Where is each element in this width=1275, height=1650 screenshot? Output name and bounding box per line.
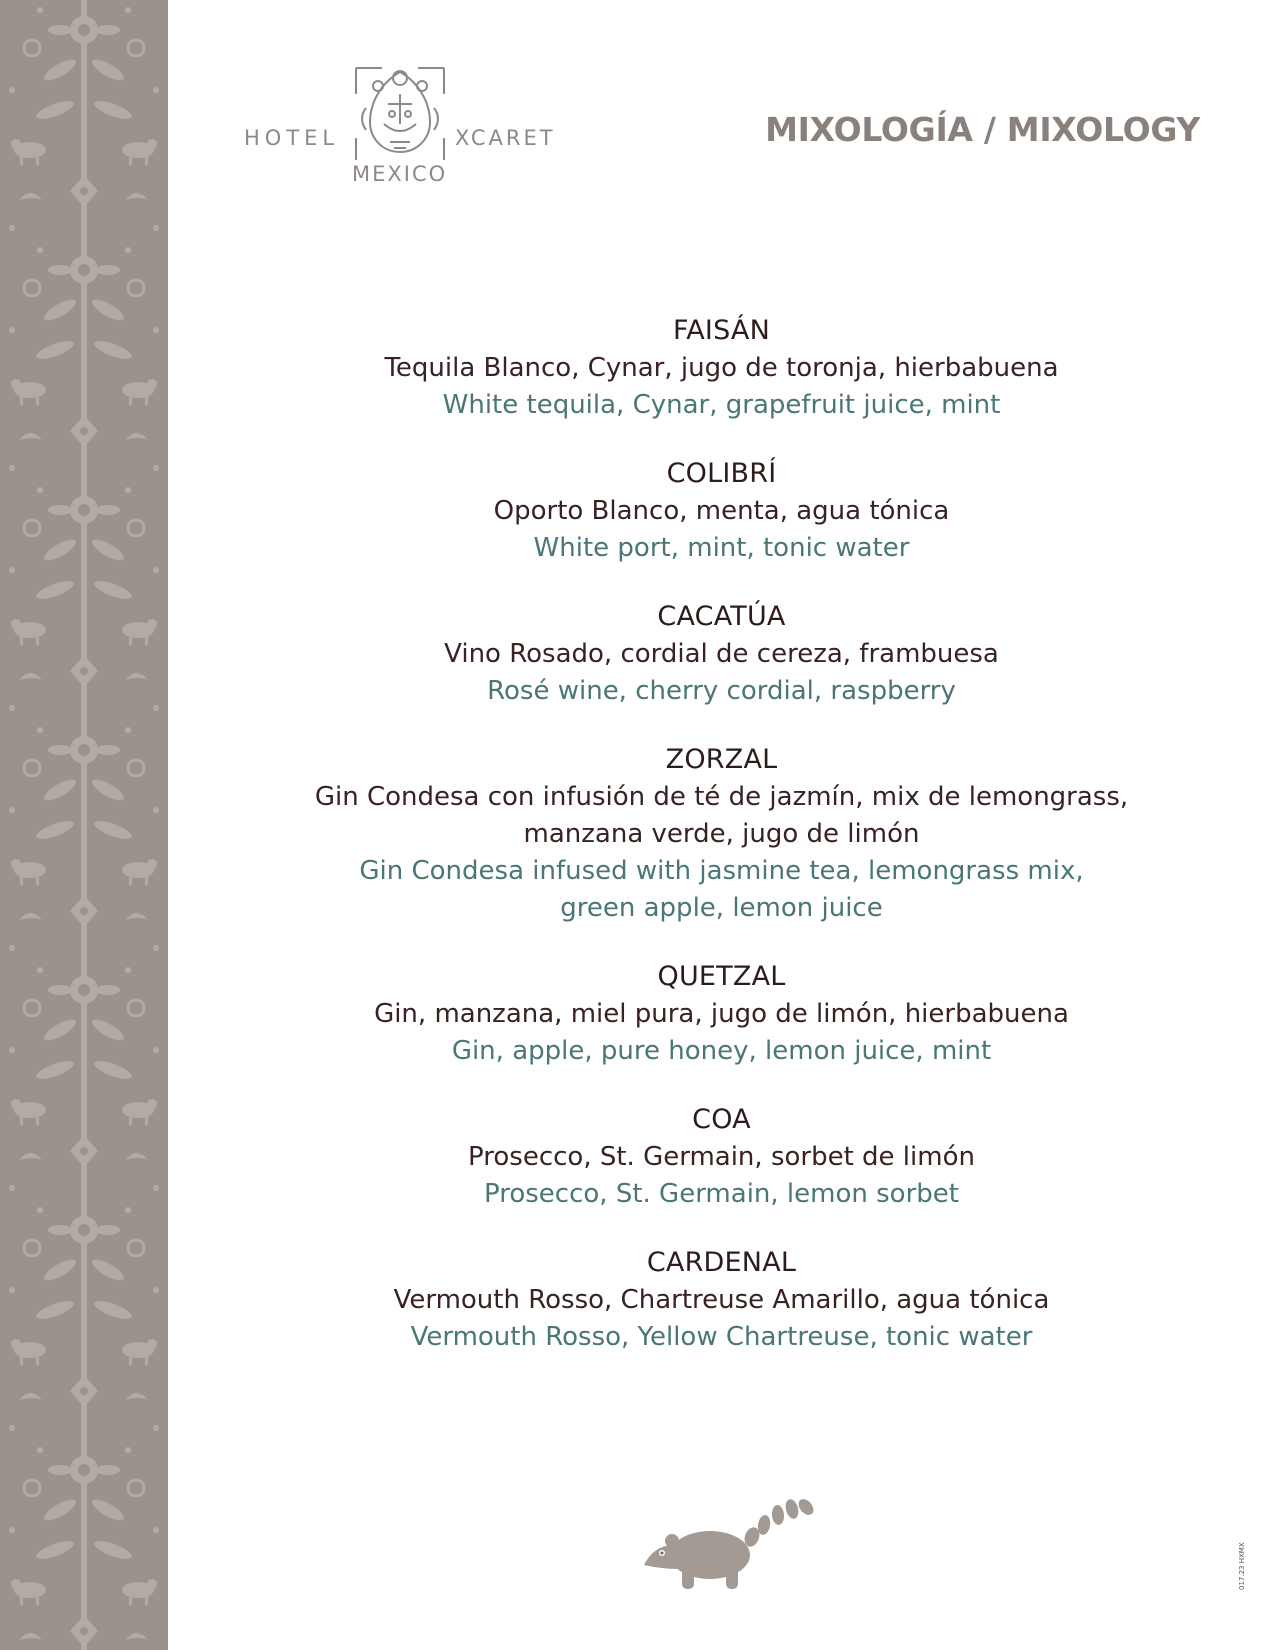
xcaret-emblem-icon — [348, 64, 452, 164]
cocktail-description-en: Prosecco, St. Germain, lemon sorbet — [484, 1179, 959, 1209]
menu-item — [168, 741, 1275, 927]
cocktail-name: COA — [692, 1104, 751, 1135]
cocktail-description-en: Gin, apple, pure honey, lemon juice, mint — [451, 1036, 992, 1066]
cocktail-description-es: Vino Rosado, cordial de cereza, frambuesa — [444, 639, 999, 669]
menu-item — [168, 1244, 1275, 1356]
logo-word-mexico: MEXICO — [352, 162, 448, 186]
cocktail-description-es: Tequila Blanco, Cynar, jugo de toronja, hierbabuena — [384, 353, 1059, 383]
cocktail-description-es: Gin Condesa con infusión de té de jazmín, mix de lemongrass, manzana verde, jugo de limón — [314, 782, 1129, 849]
menu-item — [168, 1101, 1275, 1213]
cocktail-description-en: Vermouth Rosso, Yellow Chartreuse, tonic water — [410, 1322, 1033, 1352]
cocktail-description-en: Rosé wine, cherry cordial, raspberry — [487, 676, 956, 706]
logo-word-hotel: HOTEL — [244, 126, 340, 150]
decorative-side-band — [0, 0, 168, 1650]
cocktail-name: ZORZAL — [665, 744, 778, 775]
menu-item — [168, 958, 1275, 1070]
cocktail-list — [168, 312, 1275, 1387]
cocktail-description-es: Gin, manzana, miel pura, jugo de limón, hierbabuena — [374, 999, 1069, 1029]
cocktail-description-es: Oporto Blanco, menta, agua tónica — [493, 496, 950, 526]
logo-word-xcaret: XCARET — [455, 126, 556, 150]
menu-item — [168, 312, 1275, 424]
cocktail-description-en: Gin Condesa infused with jasmine tea, lemongrass mix, green apple, lemon juice — [359, 856, 1084, 923]
hotel-logo — [240, 62, 560, 192]
page-title: MIXOLOGÍA / MIXOLOGY — [765, 110, 1200, 149]
print-code: 017.23 HXMX — [1238, 1542, 1246, 1590]
cocktail-name: QUETZAL — [657, 961, 786, 992]
cocktail-description-en: White tequila, Cynar, grapefruit juice, mint — [442, 390, 1001, 420]
cocktail-name: FAISÁN — [673, 315, 770, 346]
cocktail-name: CACATÚA — [657, 601, 786, 632]
cocktail-name: COLIBRÍ — [666, 458, 777, 489]
cocktail-name: CARDENAL — [646, 1247, 797, 1278]
menu-item — [168, 455, 1275, 567]
cocktail-description-es: Vermouth Rosso, Chartreuse Amarillo, agua tónica — [393, 1285, 1050, 1315]
folk-pattern-icon — [0, 0, 168, 1650]
cocktail-description-en: White port, mint, tonic water — [533, 533, 910, 563]
menu-item — [168, 598, 1275, 710]
coati-icon — [640, 1495, 815, 1595]
cocktail-description-es: Prosecco, St. Germain, sorbet de limón — [468, 1142, 975, 1172]
